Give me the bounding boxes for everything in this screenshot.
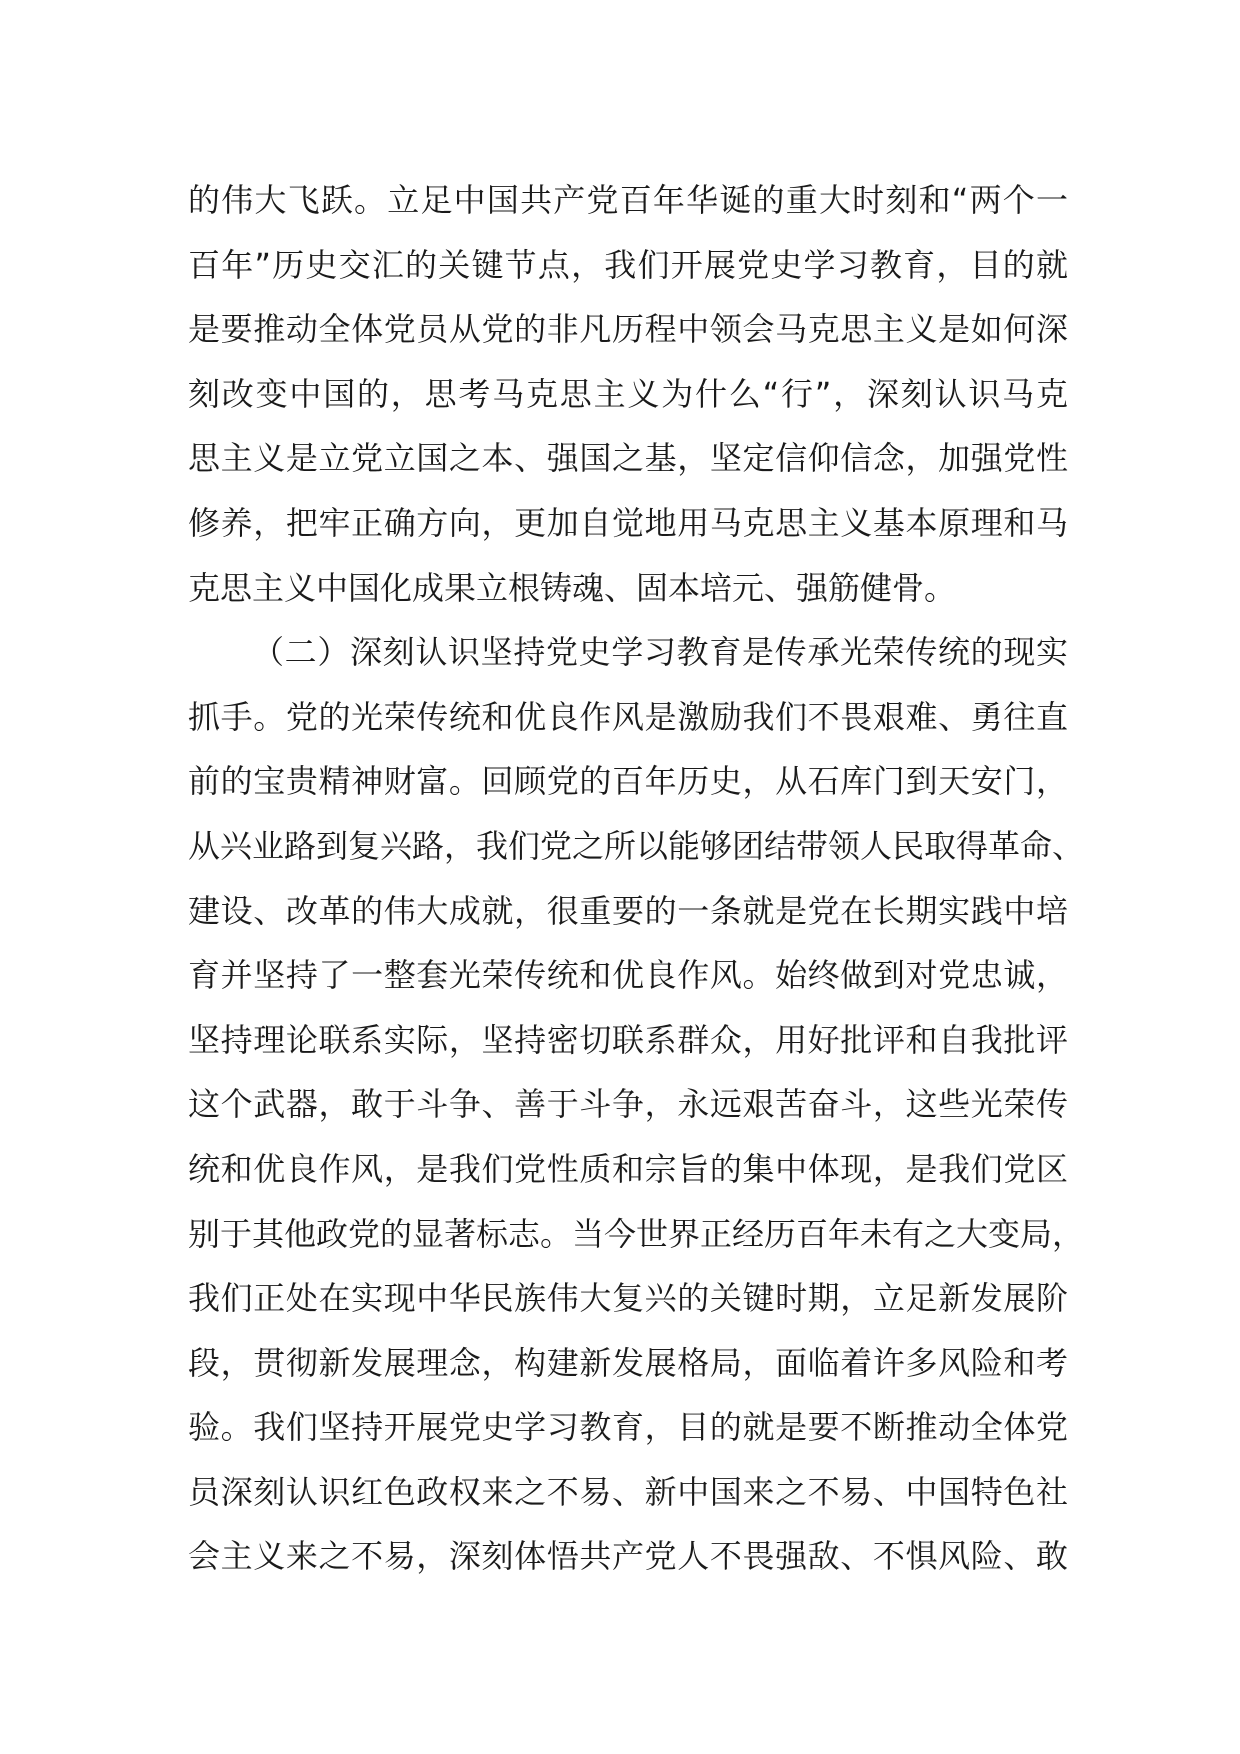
text-line: 是要推动全体党员从党的非凡历程中领会马克思主义是如何深 xyxy=(188,310,1068,349)
text-line: 坚持理论联系实际，坚持密切联系群众，用好批评和自我批评 xyxy=(188,1020,1068,1059)
text-line: 从兴业路到复兴路，我们党之所以能够团结带领人民取得革命、 xyxy=(188,826,1085,865)
text-line: 刻改变中国的，思考马克思主义为什么“行”，深刻认识马克 xyxy=(188,374,1068,413)
text-line: 会主义来之不易，深刻体悟共产党人不畏强敌、不惧风险、敢 xyxy=(188,1537,1068,1576)
text-line: 抓手。党的光荣传统和优良作风是激励我们不畏艰难、勇往直 xyxy=(188,697,1068,736)
text-line: 育并坚持了一整套光荣传统和优良作风。始终做到对党忠诚， xyxy=(188,956,1068,995)
paragraph-1 xyxy=(188,168,1068,620)
text-line: 验。我们坚持开展党史学习教育，目的就是要不断推动全体党 xyxy=(188,1408,1068,1447)
text-line: 的伟大飞跃。立足中国共产党百年华诞的重大时刻和“两个一 xyxy=(188,181,1068,219)
text-line: 段，贯彻新发展理念，构建新发展格局，面临着许多风险和考 xyxy=(188,1343,1068,1382)
document-body xyxy=(188,168,1085,1589)
paragraph-2 xyxy=(188,620,1085,1589)
text-line: 修养，把牢正确方向，更加自觉地用马克思主义基本原理和马 xyxy=(188,503,1068,542)
text-line: 我们正处在实现中华民族伟大复兴的关键时期，立足新发展阶 xyxy=(188,1279,1068,1318)
text-line: 克思主义中国化成果立根铸魂、固本培元、强筋健骨。 xyxy=(188,568,957,607)
text-line: 别于其他政党的显著标志。当今世界正经历百年未有之大变局， xyxy=(188,1214,1085,1253)
text-line: 前的宝贵精神财富。回顾党的百年历史，从石库门到天安门， xyxy=(188,762,1068,801)
text-line: 这个武器，敢于斗争、善于斗争，永远艰苦奋斗，这些光荣传 xyxy=(188,1085,1068,1124)
text-line: 建设、改革的伟大成就，很重要的一条就是党在长期实践中培 xyxy=(188,891,1068,930)
section-heading-line: （二）深刻认识坚持党史学习教育是传承光荣传统的现实 xyxy=(252,633,1068,672)
text-line: 思主义是立党立国之本、强国之基，坚定信仰信念，加强党性 xyxy=(188,439,1068,478)
text-line: 百年”历史交汇的关键节点，我们开展党史学习教育，目的就 xyxy=(188,245,1068,284)
text-line: 统和优良作风，是我们党性质和宗旨的集中体现，是我们党区 xyxy=(188,1149,1068,1188)
text-line: 员深刻认识红色政权来之不易、新中国来之不易、中国特色社 xyxy=(188,1472,1068,1511)
